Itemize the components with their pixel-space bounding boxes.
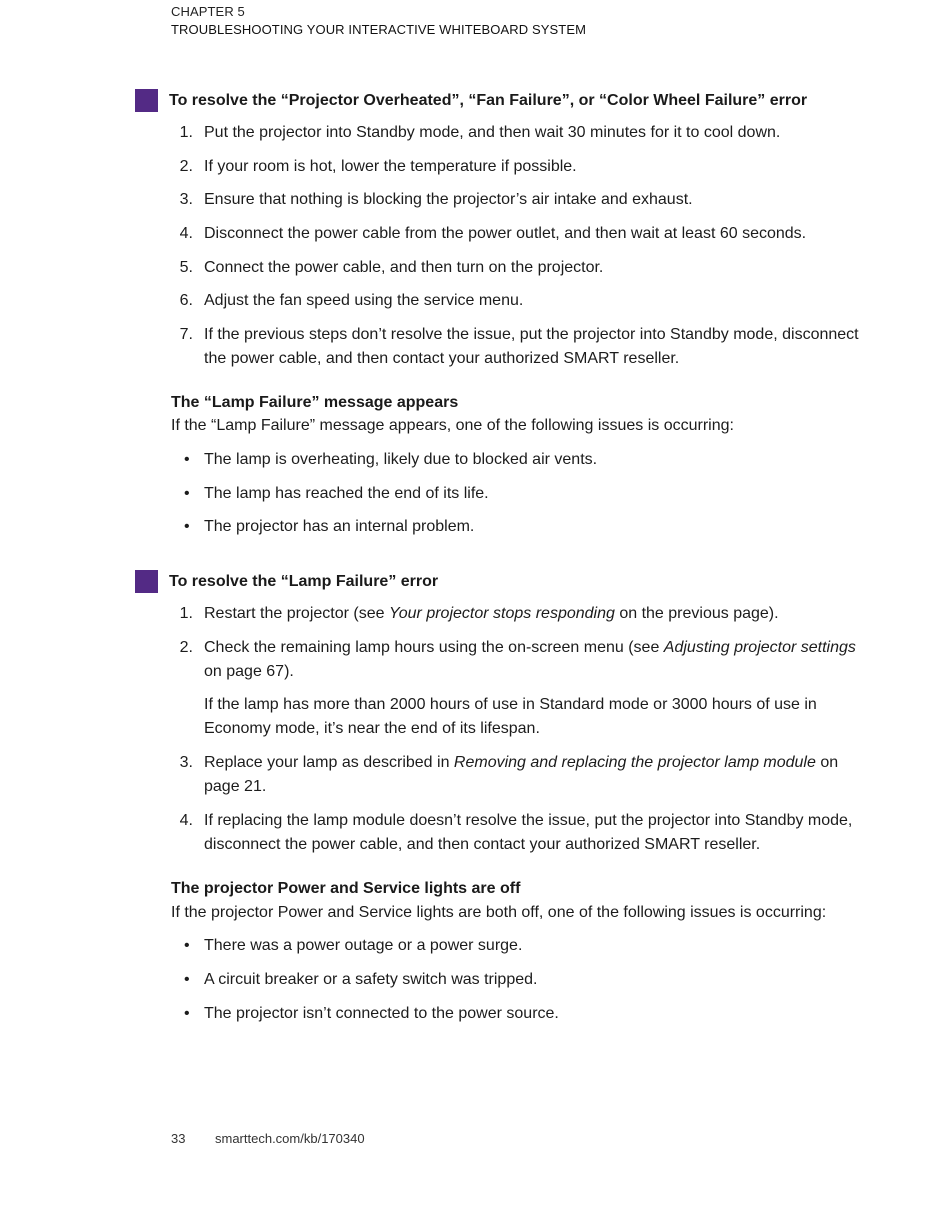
step-text: Disconnect the power cable from the power outlet, and then wait at least 60 seconds. [204, 225, 807, 242]
step-number: 3. [179, 191, 193, 208]
bullet-text: The projector isn’t connected to the power source. [204, 1005, 559, 1022]
step-number: 1. [179, 605, 193, 622]
section-title: To resolve the “Projector Overheated”, “Fan Failure”, or “Color Wheel Failure” error [169, 91, 808, 109]
section-title: To resolve the “Lamp Failure” error [169, 572, 439, 590]
footer-url[interactable]: smarttech.com/kb/170340 [215, 1131, 365, 1146]
intro-lamp-failure: If the “Lamp Failure” message appears, one of the following issues is occurring: [171, 417, 734, 434]
intro-power-lights: If the projector Power and Service lights are both off, one of the following issues is occurring: [171, 904, 827, 921]
step-number: 3. [179, 754, 193, 771]
step-text: Put the projector into Standby mode, and then wait 30 minutes for it to cool down. [204, 124, 781, 141]
section-heading-overheated [135, 89, 807, 112]
bullet-text: The lamp has reached the end of its life. [204, 485, 489, 502]
bullet-text: The projector has an internal problem. [204, 518, 475, 535]
step-number: 6. [179, 292, 193, 309]
step-text: Restart the projector (see Your projector stops responding on the previous page). [204, 605, 779, 622]
step-text: Replace your lamp as described in Removing and replacing the projector lamp module on page 21. [204, 754, 839, 795]
step-number: 4. [179, 812, 193, 829]
bullet-icon: • [184, 1005, 190, 1022]
step-number: 2. [179, 158, 193, 175]
chapter-label: CHAPTER 5 [171, 4, 245, 19]
subheading-power-lights: The projector Power and Service lights are off [171, 880, 521, 897]
step-number: 5. [179, 259, 193, 276]
step-number: 2. [179, 639, 193, 656]
step-number: 1. [179, 124, 193, 141]
bullet-icon: • [184, 937, 190, 954]
subheading-lamp-failure: The “Lamp Failure” message appears [171, 394, 459, 411]
step-text: Adjust the fan speed using the service menu. [204, 292, 524, 309]
bullet-text: A circuit breaker or a safety switch was tripped. [204, 971, 538, 988]
bullet-icon: • [184, 485, 190, 502]
bullet-icon: • [184, 971, 190, 988]
cross-reference-link[interactable]: Your projector stops responding [388, 605, 615, 622]
chapter-title: TROUBLESHOOTING YOUR INTERACTIVE WHITEBOARD SYSTEM [171, 22, 587, 37]
cross-reference-link[interactable]: Adjusting projector settings [663, 639, 856, 656]
section-heading-lamp-failure [135, 570, 438, 593]
step-number: 4. [179, 225, 193, 242]
cross-reference-link[interactable]: Removing and replacing the projector lamp module [453, 754, 816, 771]
step-text: If the previous steps don’t resolve the issue, put the projector into Standby mode, disconnect the power cable, and then contact your authorized SMART reseller. [204, 326, 859, 367]
section-marker-square [135, 89, 158, 112]
bullet-text: There was a power outage or a power surge. [204, 937, 523, 954]
page-number: 33 [171, 1131, 186, 1146]
step-text: Ensure that nothing is blocking the projector’s air intake and exhaust. [204, 191, 693, 208]
step-text: If replacing the lamp module doesn’t resolve the issue, put the projector into Standby mode, disconnect the power cable, and then contact your authorized SMART reseller. [204, 812, 853, 853]
section-marker-square [135, 570, 158, 593]
step-text: Check the remaining lamp hours using the on-screen menu (see Adjusting projector settings on page 67). [204, 639, 856, 680]
bullet-text: The lamp is overheating, likely due to blocked air vents. [204, 451, 598, 468]
step-text: Connect the power cable, and then turn on the projector. [204, 259, 604, 276]
bullet-icon: • [184, 518, 190, 535]
step-number: 7. [179, 326, 193, 343]
step-note: If the lamp has more than 2000 hours of use in Standard mode or 3000 hours of use in Economy mode, it’s near the end of its lifespan. [204, 696, 817, 737]
bullet-icon: • [184, 451, 190, 468]
step-text: If your room is hot, lower the temperature if possible. [204, 158, 577, 175]
